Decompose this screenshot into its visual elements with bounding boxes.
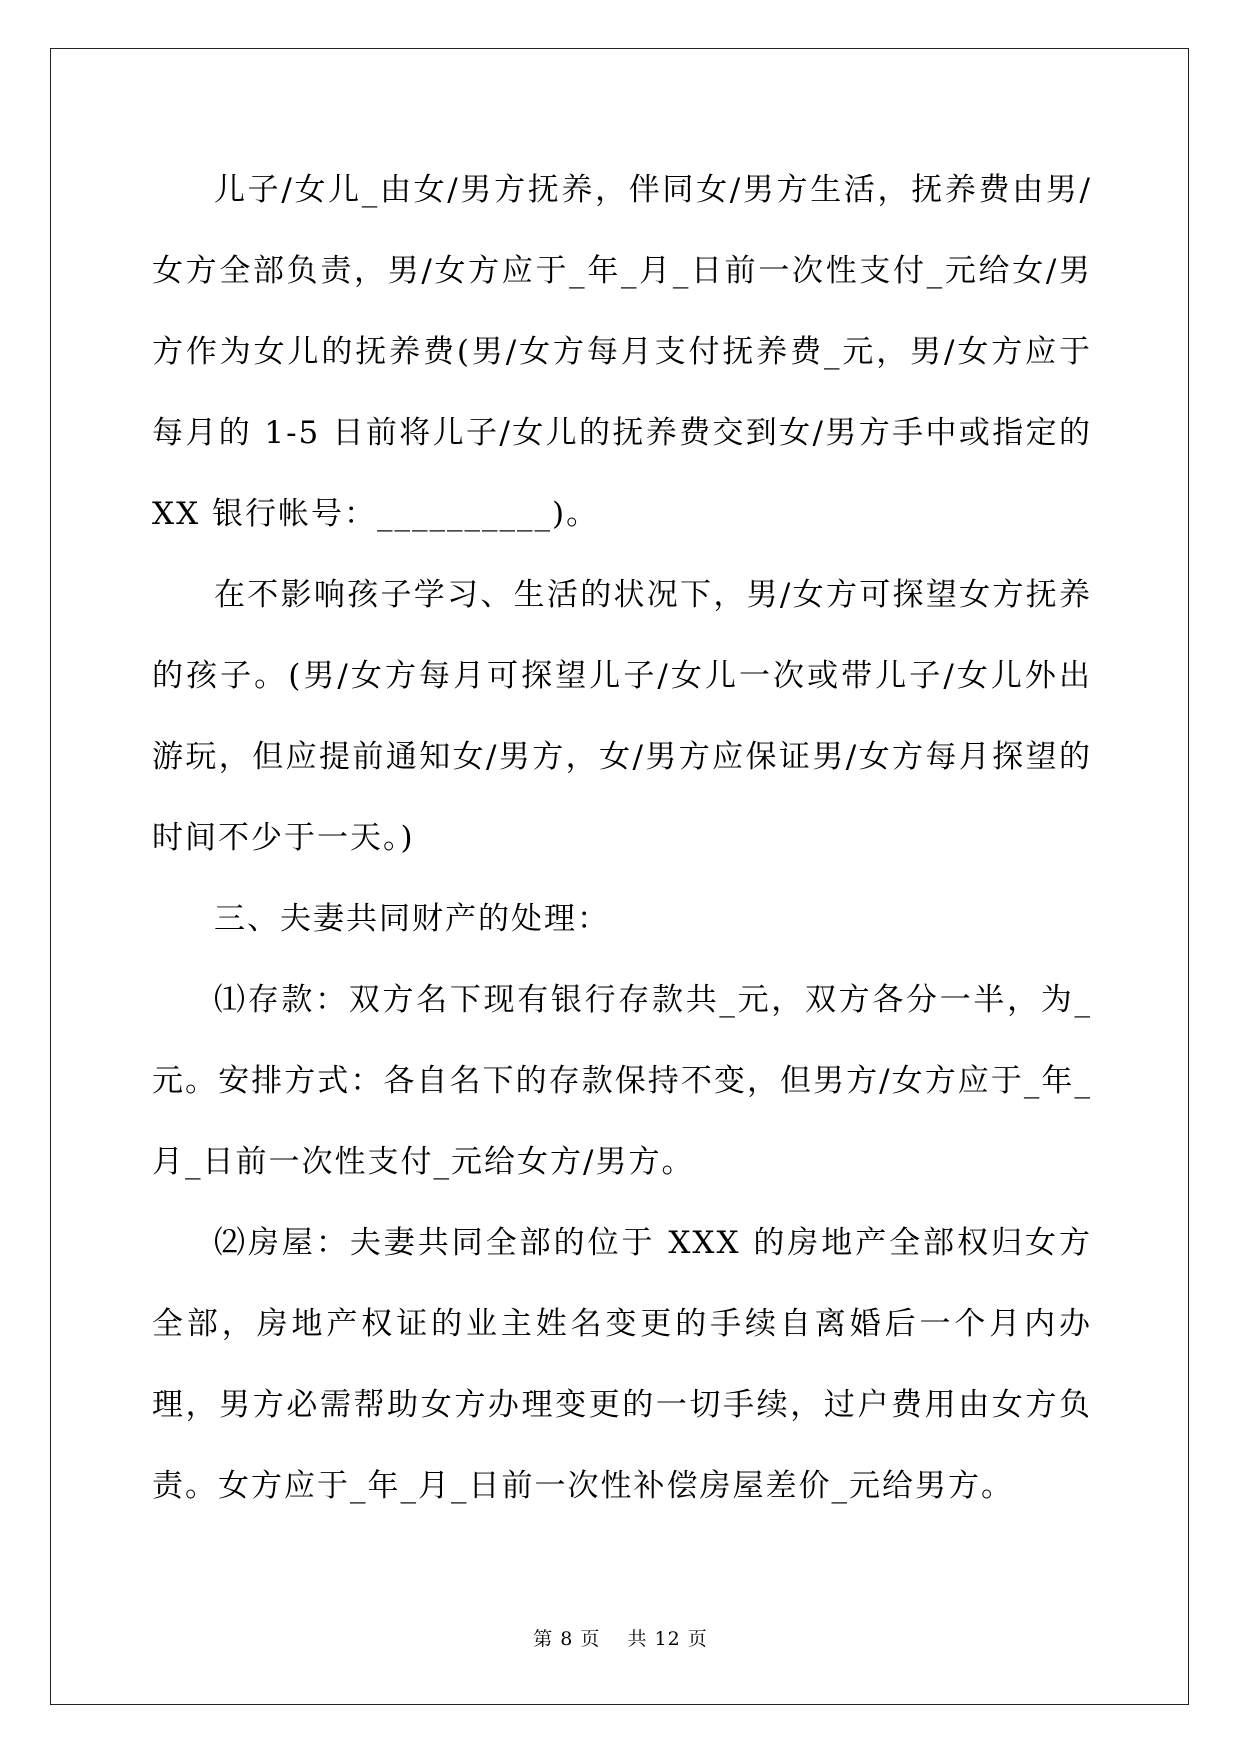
page-footer bbox=[0, 1624, 1241, 1651]
section-heading-property: 三、夫妻共同财产的处理： bbox=[214, 901, 610, 937]
paragraph-visitation: 在不影响孩子学习、生活的状况下，男/女方可探望女方抚养的孩子。(男/女方每月可探望儿子/女儿一次或带儿子/女儿外出游玩，但应提前通知女/男方，女/男方应保证男/女方每月探望的时间不少于一天。) bbox=[152, 577, 1092, 856]
paragraph-deposits: ⑴存款：双方名下现有银行存款共_元，双方各分一半，为_元。安排方式：各自名下的存款保持不变，但男方/女方应于_年_月_日前一次性支付_元给女方/男方。 bbox=[152, 982, 1092, 1180]
page-number: 第 8 页 bbox=[533, 1628, 601, 1650]
paragraph-child-custody: 儿子/女儿_由女/男方抚养，伴同女/男方生活，抚养费由男/女方全部负责，男/女方应于_年_月_日前一次性支付_元给女/男方作为女儿的抚养费(男/女方每月支付抚养费_元，男/女方应于每月的 1-5 日前将儿子/女儿的抚养费交到女/男方手中或指定的 XX 银行帐号：__________)。 bbox=[152, 172, 1092, 532]
paragraph-house: ⑵房屋：夫妻共同全部的位于 XXX 的房地产全部权归女方全部，房地产权证的业主姓名变更的手续自离婚后一个月内办理，男方必需帮助女方办理变更的一切手续，过户费用由女方负责。女方应于_年_月_日前一次性补偿房屋差价_元给男方。 bbox=[152, 1225, 1092, 1504]
document-body bbox=[152, 150, 1092, 1527]
page-total: 共 12 页 bbox=[627, 1628, 708, 1650]
